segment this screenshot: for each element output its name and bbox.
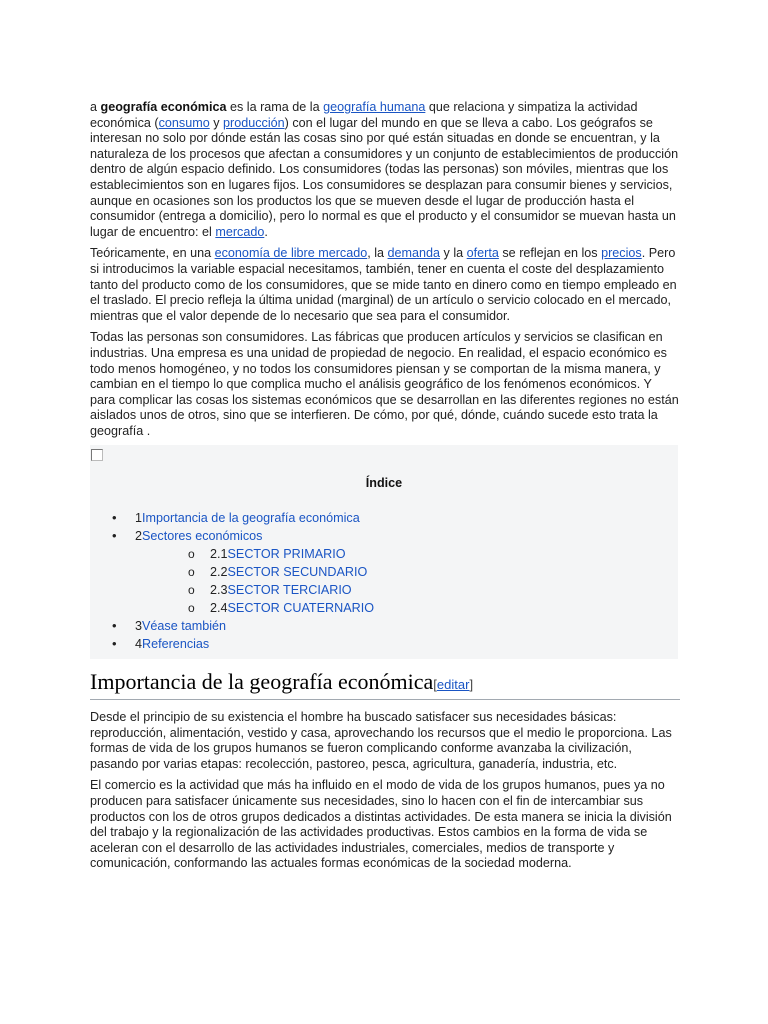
link-produccion[interactable]: producción <box>223 115 285 130</box>
link-consumo[interactable]: consumo <box>158 115 210 130</box>
intro-paragraph-3: Todas las personas son consumidores. Las fábricas que producen artículos y servicios se clasifican en industrias. Una empresa es una unidad de propiedad de negocio. En realidad, el espacio económico es todo menos homogéneo, y no todos los consumidores piensan y se comportan de la misma manera, y cambian en el tiempo lo que complica mucho el análisis geográfico de los fenómenos económicos. Y para complicar las cosas los sistemas económicos que se desarrollan en las diferentes regiones no están aislados unos de otros, sino que se interfieren. De cómo, por qué, dónde, cuándo sucede esto trata la geografía . <box>90 330 679 438</box>
section1-paragraph-2: El comercio es la actividad que más ha influido en el modo de vida de los grupos humanos, pues ya no producen para satisfacer únicamente sus necesidades, sino lo hacen con el fin de intercambiar sus productos con los de otros grupos dedicados a distintas actividades. De esta manera se inicia la división del trabajo y la regionalización de las actividades productivas. Estos cambios en la forma de vida se aceleran con el desarrollo de las actividades industriales, comerciales, medios de transporte y comunicación, conformando las actuales formas económicas de la sociedad moderna. <box>90 778 672 871</box>
toc-number: 3 <box>135 619 143 634</box>
toc-link-primario[interactable]: SECTOR PRIMARIO <box>227 547 346 562</box>
text-run: y la <box>440 246 467 261</box>
toc-link-cuaternario[interactable]: SECTOR CUATERNARIO <box>227 601 374 616</box>
toc-subitem[interactable] <box>90 581 678 599</box>
link-demanda[interactable]: demanda <box>387 246 441 261</box>
edit-section <box>433 677 473 692</box>
toc-item[interactable] <box>90 509 678 527</box>
article-body <box>90 100 680 878</box>
text-run: es la rama de la <box>226 100 324 114</box>
toc-number: 2.4 <box>210 601 228 616</box>
intro-paragraph-2 <box>90 246 680 324</box>
toc-item[interactable] <box>90 635 678 653</box>
toc-link-sectores[interactable]: Sectores económicos <box>142 529 263 544</box>
edit-bracket: [ <box>433 677 437 693</box>
text-run: , la <box>367 246 388 261</box>
intro-paragraph-1 <box>90 100 680 240</box>
toc-toggle-checkbox[interactable] <box>91 449 103 461</box>
article-term: geografía económica <box>100 100 227 114</box>
text-run: ) con el lugar del mundo en que se lleva a cabo. Los geógrafos se interesan no solo por dónde están las cosas sino por qué están situadas en donde se encuentran, y la naturaleza de los procesos que afectan a consumidores y un conjunto de establecimientos de producción dentro de algún espacio definido. Los consumidores (todas las personas) son móviles, mientras que los establecimientos son en lugares fijos. Los consumidores se desplazan para consumir bienes y servicios, aunque en ocasiones son los productos los que se mueven desde el lugar de producción hasta el consumidor (entrega a domicilio), pero lo normal es que el producto y el consumidor se muevan hasta un lugar de encuentro: el <box>90 115 679 239</box>
link-geografia-humana[interactable]: geografía humana <box>323 100 426 114</box>
section-heading-text: Importancia de la geografía económica <box>90 669 434 695</box>
text-run: a <box>90 100 101 114</box>
link-economia-libre-mercado[interactable]: economía de libre mercado <box>214 246 368 261</box>
section1-paragraph-1: Desde el principio de su existencia el hombre ha buscado satisfacer sus necesidades básicas: reproducción, alimentación, vestido y casa, aprovechando los recursos que el medio le proporciona. Las formas de vida de los grupos humanos se fueron complicando conforme avanzaba la civilización, pasando por varias etapas: recolección, pastoreo, pesca, agricultura, ganadería, industria, etc. <box>90 710 672 771</box>
toc-link-vease[interactable]: Véase también <box>142 619 227 634</box>
toc-link-secundario[interactable]: SECTOR SECUNDARIO <box>227 565 368 580</box>
toc-link-referencias[interactable]: Referencias <box>142 637 210 652</box>
toc-number: 1 <box>135 511 143 526</box>
toc-subitem[interactable] <box>90 599 678 617</box>
toc-list <box>90 509 678 653</box>
link-mercado[interactable]: mercado <box>215 224 265 239</box>
text-run: y <box>209 115 224 130</box>
toc-number: 4 <box>135 637 143 652</box>
text-run: . <box>264 224 268 239</box>
link-precios[interactable]: precios <box>601 246 642 261</box>
toc-number: 2.1 <box>210 547 228 562</box>
toc-number: 2.2 <box>210 565 228 580</box>
text-run: se reflejan en los <box>498 246 602 261</box>
toc-link-terciario[interactable]: SECTOR TERCIARIO <box>227 583 352 598</box>
table-of-contents <box>90 445 678 659</box>
toc-number: 2 <box>135 529 143 544</box>
edit-bracket: ] <box>469 677 474 693</box>
toc-subitem[interactable] <box>90 545 678 563</box>
toc-subitem[interactable] <box>90 563 678 581</box>
toc-number: 2.3 <box>210 583 228 598</box>
text-run: Teóricamente, en una <box>90 246 215 261</box>
section-heading-importancia <box>90 669 680 700</box>
link-oferta[interactable]: oferta <box>466 246 499 261</box>
toc-item[interactable] <box>90 527 678 545</box>
text-run: que relaciona y simpatiza la actividad económica ( <box>90 100 638 130</box>
toc-title: Índice <box>365 476 403 491</box>
text-run: . Pero si introducimos la variable espacial necesitamos, también, tener en cuenta el coste del desplazamiento tanto del producto como de los consumidores, que se mide tanto en dinero como en tiempo empleado en el traslado. El precio refleja la última unidad (marginal) de un artículo o servicio colocado en el mercado, mientras que el valor depende de lo necesario que sea para el consumidor. <box>90 246 677 323</box>
edit-link[interactable]: editar <box>436 677 470 693</box>
toc-item[interactable] <box>90 617 678 635</box>
toc-link-importancia[interactable]: Importancia de la geografía económica <box>142 511 360 526</box>
